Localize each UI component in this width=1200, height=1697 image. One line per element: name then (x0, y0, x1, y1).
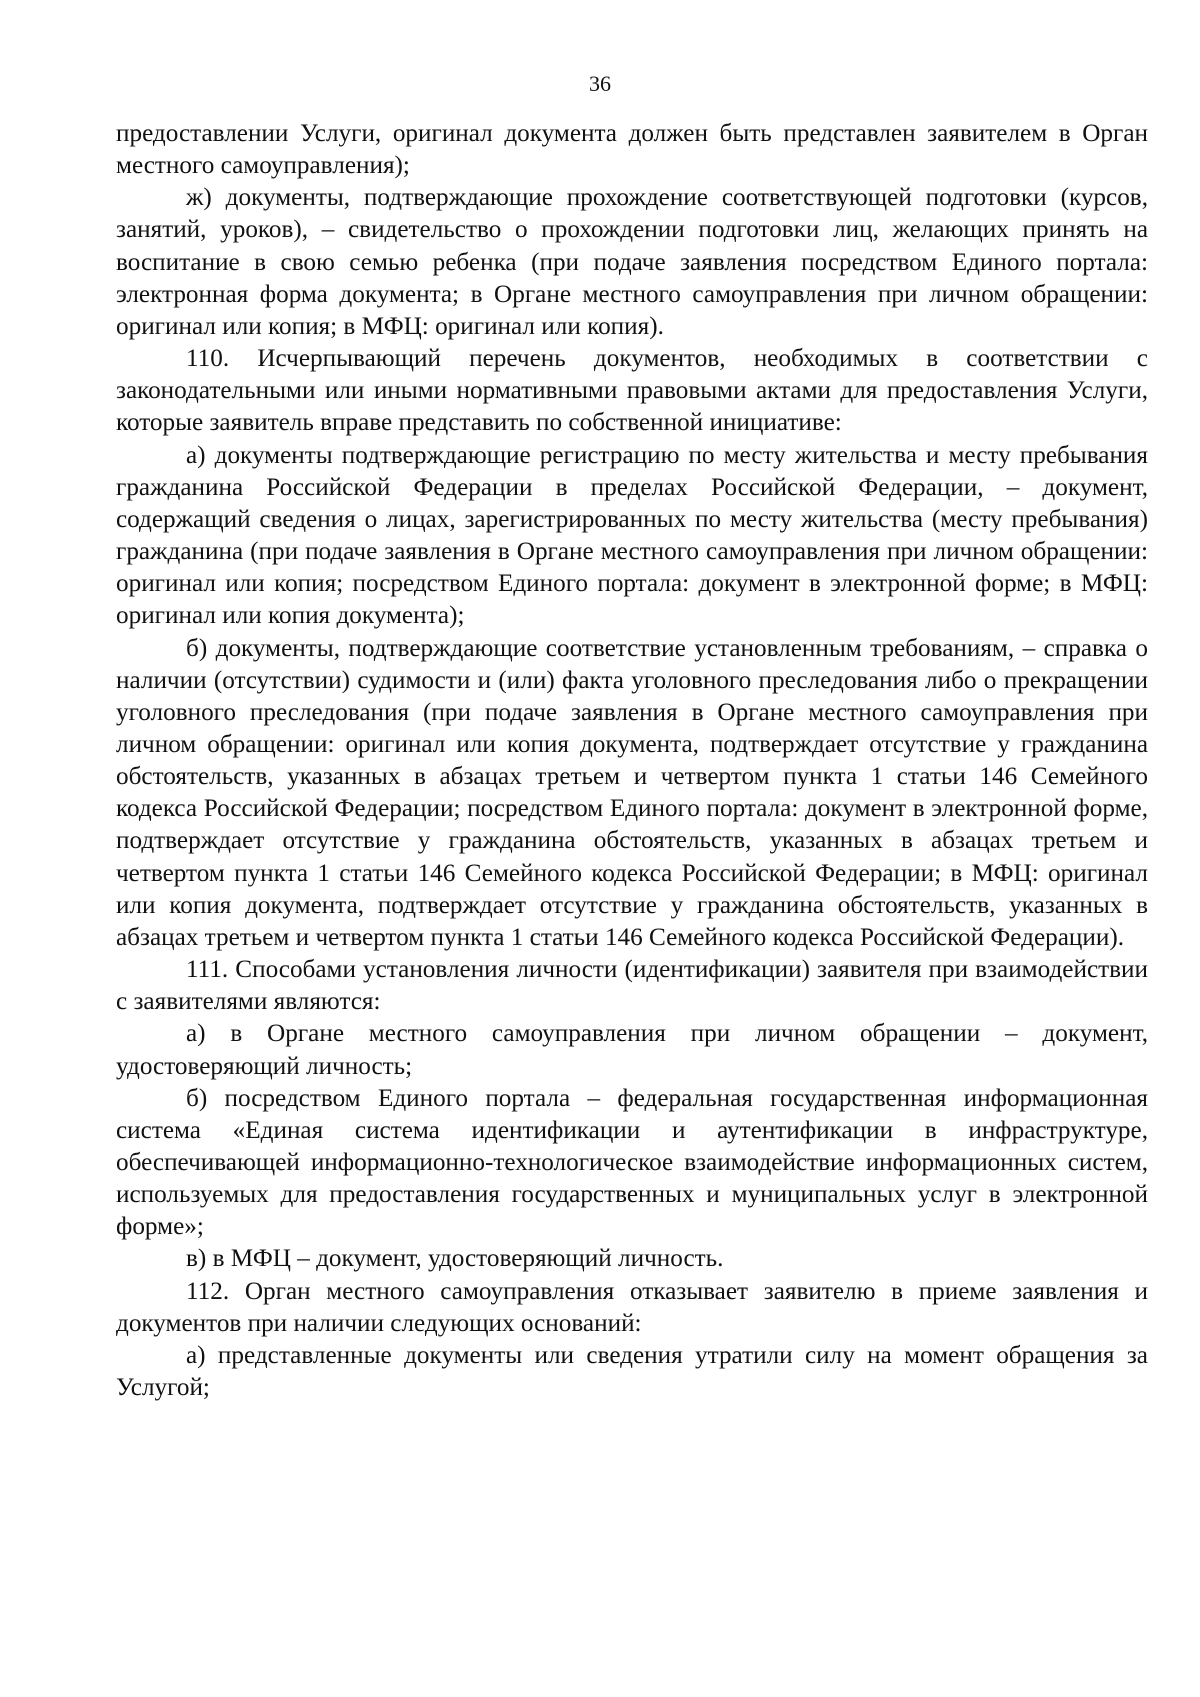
paragraph-continuation: предоставлении Услуги, оригинал документа должен быть представлен заявителем в Орган местного самоуправления); (116, 120, 1148, 180)
paragraph-111-v: в) в МФЦ – документ, удостоверяющий личность. (186, 1245, 724, 1273)
paragraph-111-a: а) в Органе местного самоуправления при личном обращении – документ, удостоверяющий личность; (116, 1020, 1148, 1080)
paragraph-112-a: а) представленные документы или сведения утратили силу на момент обращения за Услугой; (116, 1341, 1148, 1402)
paragraph-110-b: б) документы, подтверждающие соответствие установленным требованиям, – справка о наличии (отсутствии) судимости и (или) факта уголовного преследования либо о прекращении уголовного преследования (при подаче заявления в Органе местного самоуправления при личном обращении: оригинал или копия документа, подтверждает отсутствие у гражданина обстоятельств, указанных в абзацах третьем и четвертом пункта 1 статьи 146 Семейного кодекса Российской Федерации; посредством Единого портала: документ в электронной форме, подтверждает отсутствие у гражданина обстоятельств, указанных в абзацах третьем и четвертом пункта 1 статьи 146 Семейного кодекса Российской Федерации; в МФЦ: оригинал или копия документа, подтверждает отсутствие у гражданина обстоятельств, указанных в абзацах третьем и четвертом пункта 1 статьи 146 Семейного кодекса Российской Федерации). (116, 634, 1148, 951)
paragraph-111: 111. Способами установления личности (идентификации) заявителя при взаимодействии с заявителями являются: (116, 956, 1148, 1016)
page-number: 36 (589, 71, 611, 96)
paragraph-112: 112. Орган местного самоуправления отказывает заявителю в приеме заявления и документов при наличии следующих оснований: (116, 1277, 1148, 1337)
document-body (116, 118, 1148, 1404)
paragraph-111-b: б) посредством Единого портала – федеральная государственная информационная система «Единая система идентификации и аутентификации в инфраструктуре, обеспечивающей информационно-технологическое взаимодействие информационных систем, используемых для предоставления государственных и муниципальных услуг в электронной форме»; (116, 1084, 1148, 1241)
paragraph-110: 110. Исчерпывающий перечень документов, необходимых в соответствии с законодательными или иными нормативными правовыми актами для предоставления Услуги, которые заявитель вправе представить по собственной инициативе: (116, 345, 1148, 437)
paragraph-item-zh: ж) документы, подтверждающие прохождение соответствующей подготовки (курсов, занятий, уроков), – свидетельство о прохождении подготовки лиц, желающих принять на воспитание в свою семью ребенка (при подаче заявления посредством Единого портала: электронная форма документа; в Органе местного самоуправления при личном обращении: оригинал или копия; в МФЦ: оригинал или копия). (116, 184, 1148, 340)
paragraph-110-a: а) документы подтверждающие регистрацию по месту жительства и месту пребывания гражданина Российской Федерации в пределах Российской Федерации, – документ, содержащий сведения о лицах, зарегистрированных по месту жительства (месту пребывания) гражданина (при подаче заявления в Органе местного самоуправления при личном обращении: оригинал или копия; посредством Единого портала: документ в электронной форме; в МФЦ: оригинал или копия документа); (116, 441, 1148, 630)
